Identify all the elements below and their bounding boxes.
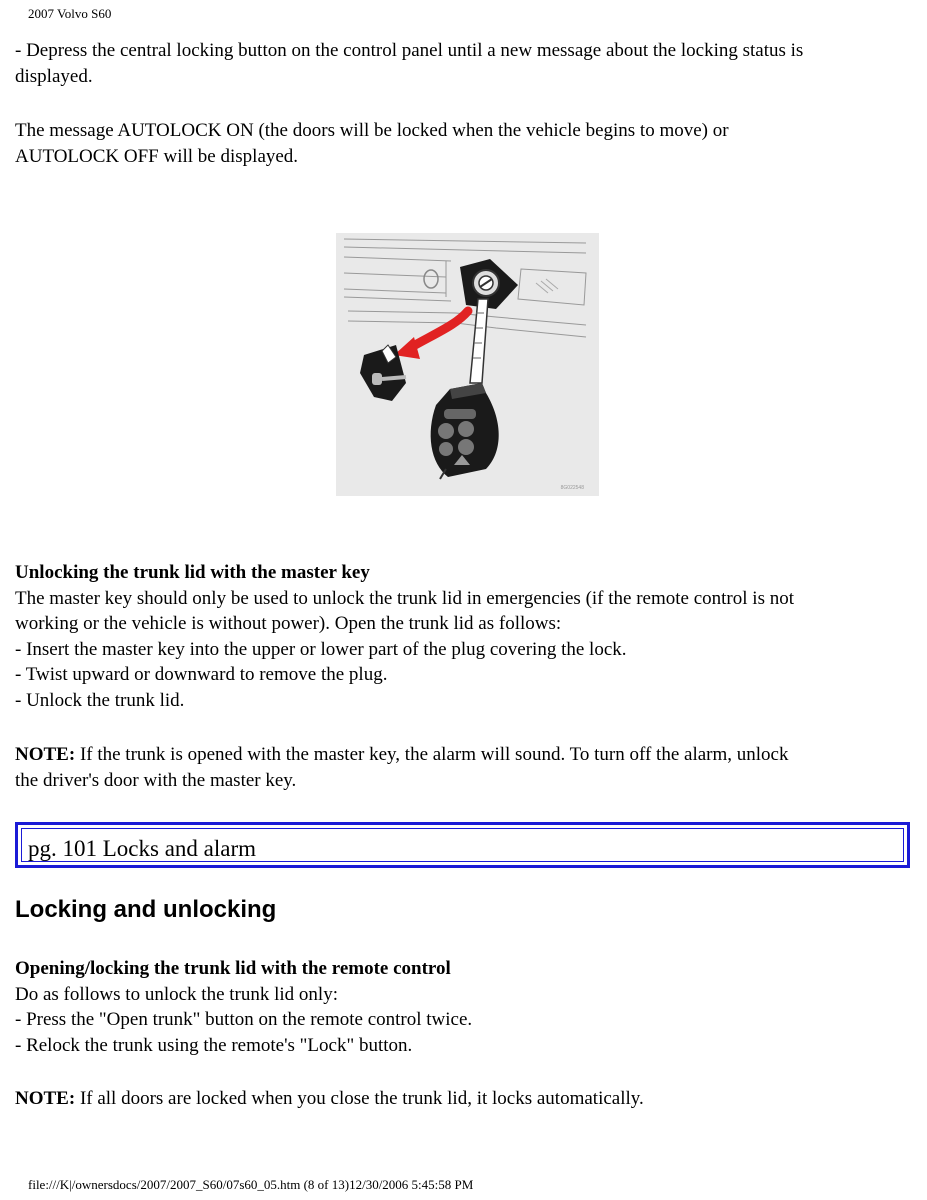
note-label: NOTE: — [15, 1088, 76, 1109]
page-footer: file:///K|/ownersdocs/2007/2007_S60/07s60_05.htm (8 of 13)12/30/2006 5:45:58 PM — [28, 1177, 474, 1192]
note-text: the driver's door with the master key. — [15, 769, 297, 791]
step-item: - Press the "Open trunk" button on the remote control twice. — [15, 1009, 473, 1030]
page-reference-text: pg. 101 Locks and alarm — [28, 836, 257, 861]
note-label: NOTE: — [15, 744, 76, 765]
section-title: Locking and unlocking — [15, 896, 277, 923]
intro-line: - Depress the central locking button on the control panel until a new message about the locking status is — [15, 40, 804, 61]
note-text: If the trunk is opened with the master key, the alarm will sound. To turn off the alarm, unlock — [75, 744, 789, 765]
section-heading: Unlocking the trunk lid with the master key — [15, 562, 370, 583]
section-line: Do as follows to unlock the trunk lid only: — [15, 983, 338, 1005]
step-item: - Twist upward or downward to remove the plug. — [15, 664, 388, 685]
step-item: - Insert the master key into the upper or lower part of the plug covering the lock. — [15, 638, 627, 660]
section-line: The master key should only be used to unlock the trunk lid in emergencies (if the remote control is not — [15, 587, 794, 609]
step-item: - Unlock the trunk lid. — [15, 689, 185, 711]
note-paragraph — [15, 742, 915, 793]
note-paragraph — [15, 1086, 915, 1112]
page-reference-box — [15, 822, 910, 868]
remote-control-section — [15, 956, 915, 1058]
section-heading: Opening/locking the trunk lid with the remote control — [15, 958, 451, 979]
section-line: working or the vehicle is without power). Open the trunk lid as follows: — [15, 613, 562, 634]
autolock-paragraph — [15, 118, 915, 169]
intro-line: displayed. — [15, 65, 93, 87]
figure-code: 8G022548 — [560, 485, 584, 491]
master-key-section — [15, 560, 915, 713]
trunk-lock-drawing — [336, 233, 599, 496]
note-text: If all doors are locked when you close the trunk lid, it locks automatically. — [75, 1088, 644, 1109]
trunk-lock-illustration — [336, 233, 599, 496]
step-item: - Relock the trunk using the remote's "Lock" button. — [15, 1034, 413, 1056]
intro-paragraph — [15, 38, 915, 116]
autolock-line: AUTOLOCK OFF will be displayed. — [15, 145, 299, 167]
autolock-line: The message AUTOLOCK ON (the doors will be locked when the vehicle begins to move) or — [15, 120, 729, 141]
page-header: 2007 Volvo S60 — [28, 6, 112, 21]
